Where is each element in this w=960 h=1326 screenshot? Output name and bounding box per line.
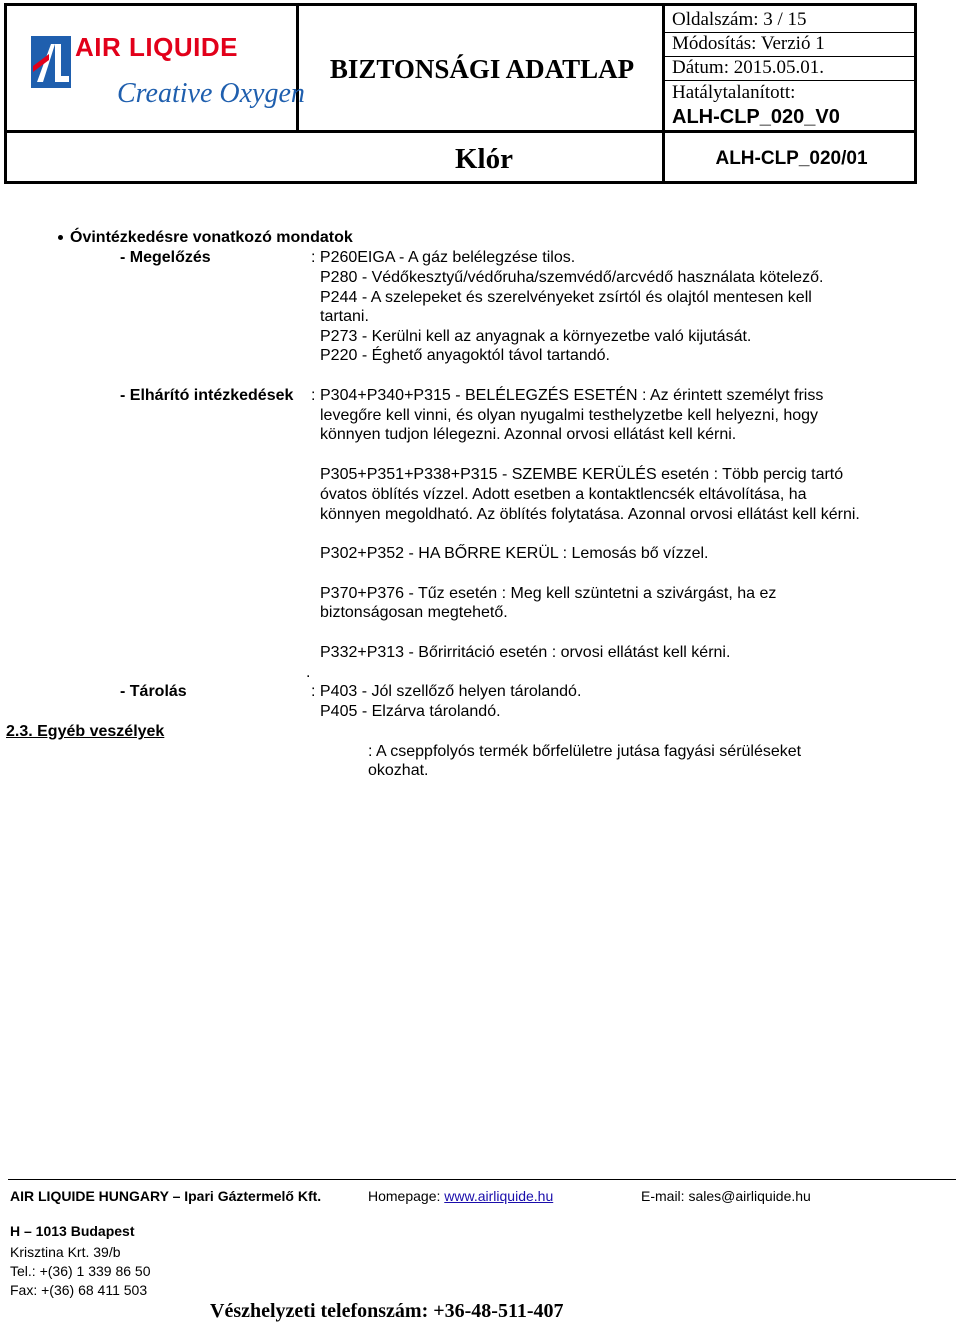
response-colon: :	[311, 387, 316, 404]
prevention-line: P244 - A szelepeket és szerelvényeket zsírtól és olajtól mentesen kell	[320, 289, 812, 306]
footer-fax: Fax: +(36) 68 411 503	[10, 1282, 148, 1298]
footer-tel: Tel.: +(36) 1 339 86 50	[10, 1263, 151, 1279]
footer-street: Krisztina Krt. 39/b	[10, 1244, 121, 1260]
supersedes-label: Hatálytalanított:	[672, 82, 796, 103]
document-title: BIZTONSÁGI ADATLAP	[329, 53, 635, 84]
prevention-line: P273 - Kerülni kell az anyagnak a környezetbe való kijutását.	[320, 328, 752, 345]
storage-line: : P403 - Jól szellőző helyen tárolandó.	[311, 683, 582, 700]
footer-company: AIR LIQUIDE HUNGARY – Ipari Gáztermelő Kft.	[10, 1188, 322, 1204]
prevention-line: P280 - Védőkesztyű/védőruha/szemvédő/arcvédő használata kötelező.	[320, 269, 824, 286]
prevention-line: P220 - Éghető anyagoktól távol tartandó.	[320, 347, 610, 364]
logo-tagline: Creative Oxygen	[117, 78, 305, 109]
company-logo	[7, 6, 305, 132]
storage-line: P405 - Elzárva tárolandó.	[320, 703, 501, 720]
product-name: Klór	[455, 142, 513, 175]
response-line: P304+P340+P315 - BELÉLEGZÉS ESETÉN : Az érintett személyt friss	[320, 387, 824, 404]
footer-city: H – 1013 Budapest	[10, 1223, 135, 1239]
bullet-icon	[58, 235, 63, 240]
response-line: könnyen megoldható. Az öblítés folytatása. Azonnal orvosi ellátást kell kérni.	[320, 506, 860, 523]
logo-wordmark: AIR LIQUIDE	[75, 32, 238, 62]
response-line: P302+P352 - HA BŐRRE KERÜL : Lemosás bő vízzel.	[320, 545, 709, 562]
prevention-line: tartani.	[320, 308, 369, 325]
supersedes-code: ALH-CLP_020_V0	[672, 106, 840, 128]
response-line: óvatos öblítés vízzel. Adott esetben a kontaktlencsék eltávolítása, ha	[320, 486, 807, 503]
revision-date: Dátum: 2015.05.01.	[672, 57, 824, 78]
footer-homepage	[368, 1187, 553, 1205]
page-number: Oldalszám: 3 / 15	[672, 9, 807, 30]
response-line: P370+P376 - Tűz esetén : Meg kell szüntetni a szivárgást, ha ez	[320, 585, 777, 602]
response-label: - Elhárító intézkedések	[120, 387, 294, 404]
response-line: P305+P351+P338+P315 - SZEMBE KERÜLÉS esetén : Több percig tartó	[320, 466, 844, 483]
revision-info: Módosítás: Verzió 1	[672, 33, 825, 54]
homepage-link[interactable]: www.airliquide.hu	[444, 1188, 554, 1204]
other-hazards-line: : A cseppfolyós termék bőrfelületre jutása fagyási sérüléseket	[368, 743, 802, 760]
footer-divider	[8, 1179, 956, 1180]
product-code: ALH-CLP_020/01	[715, 148, 868, 169]
response-line: könnyen tudjon lélegezni. Azonnal orvosi ellátást kell kérni.	[320, 426, 737, 443]
emergency-phone: Vészhelyzeti telefonszám: +36-48-511-407	[210, 1300, 564, 1322]
prevention-line: : P260EIGA - A gáz belélegzése tilos.	[311, 249, 576, 266]
section-heading: Óvintézkedésre vonatkozó mondatok	[70, 229, 353, 246]
prevention-label: - Megelőzés	[120, 249, 211, 266]
footer-email: E-mail: sales@airliquide.hu	[641, 1188, 811, 1204]
response-line: levegőre kell vinni, és olyan nyugalmi testhelyzetbe kell helyezni, hogy	[320, 407, 819, 424]
other-hazards-line: okozhat.	[368, 762, 429, 779]
storage-label: - Tárolás	[120, 683, 187, 700]
stray-dot: .	[306, 664, 311, 681]
other-hazards-heading: 2.3. Egyéb veszélyek	[6, 723, 165, 740]
header-divider	[665, 80, 914, 81]
response-line: biztonságosan megtehető.	[320, 604, 508, 621]
document-header	[4, 3, 917, 184]
air-liquide-logo-icon	[31, 36, 71, 88]
response-line: P332+P313 - Bőrirritáció esetén : orvosi ellátást kell kérni.	[320, 644, 731, 661]
homepage-label: Homepage:	[368, 1188, 441, 1204]
